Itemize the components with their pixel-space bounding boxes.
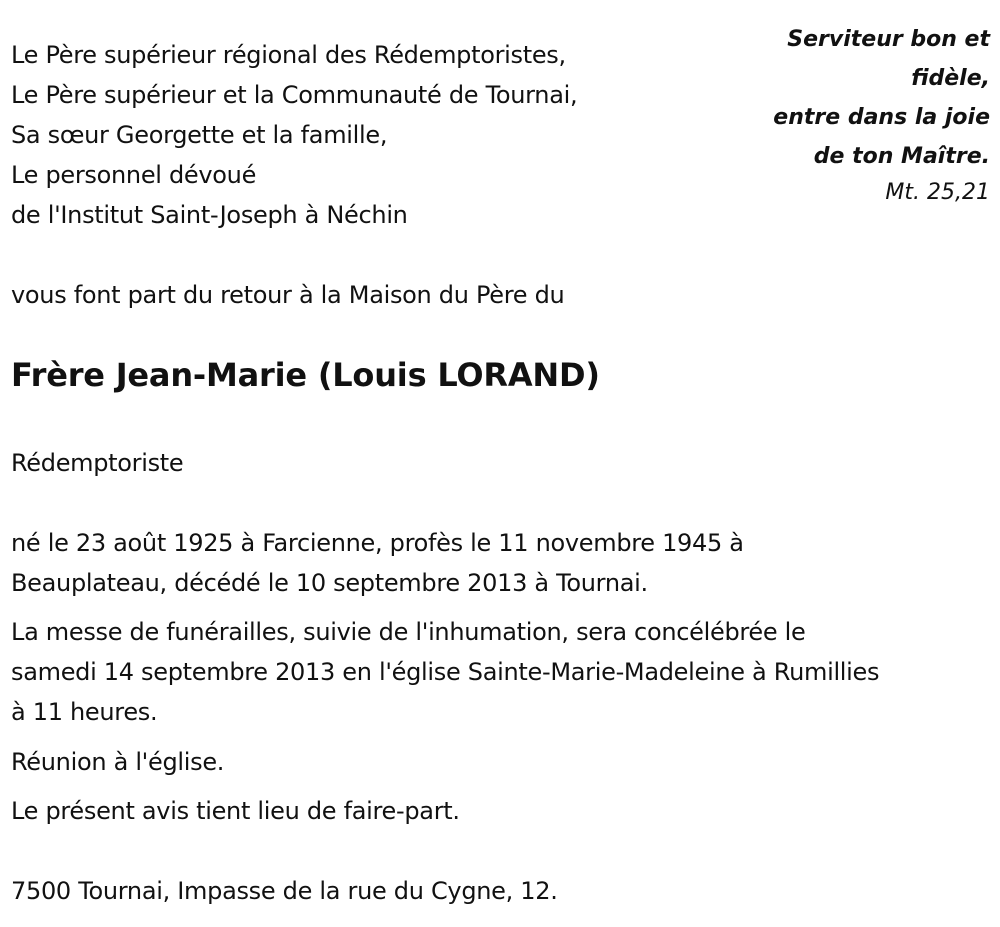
quote-line: de ton Maître. <box>813 144 990 169</box>
funeral-line: à 11 heures. <box>11 698 158 726</box>
sender-line: de l'Institut Saint-Joseph à Néchin <box>11 201 408 229</box>
quote-line: Serviteur bon et <box>787 27 990 52</box>
announcement-text: vous font part du retour à la Maison du Père du <box>11 281 565 309</box>
role-text: Rédemptoriste <box>11 449 184 477</box>
quote-line: fidèle, <box>911 66 990 91</box>
address-text: 7500 Tournai, Impasse de la rue du Cygne, 12. <box>11 877 558 905</box>
biography-line: Beauplateau, décédé le 10 septembre 2013 à Tournai. <box>11 569 648 597</box>
scripture-quote <box>730 20 990 210</box>
quote-line: entre dans la joie <box>773 105 990 130</box>
biography-line: né le 23 août 1925 à Farcienne, profès le 11 novembre 1945 à <box>11 529 744 557</box>
sender-line: Le Père supérieur et la Communauté de Tournai, <box>11 81 578 109</box>
sender-line: Sa sœur Georgette et la famille, <box>11 121 388 149</box>
sender-line: Le Père supérieur régional des Rédemptoristes, <box>11 41 566 69</box>
funeral-line: La messe de funérailles, suivie de l'inhumation, sera concélébrée le <box>11 618 806 646</box>
notice-text: Le présent avis tient lieu de faire-part. <box>11 797 460 825</box>
meeting-text: Réunion à l'église. <box>11 748 225 776</box>
funeral-line: samedi 14 septembre 2013 en l'église Sainte-Marie-Madeleine à Rumillies <box>11 658 880 686</box>
deceased-name: Frère Jean-Marie (Louis LORAND) <box>11 356 600 394</box>
sender-line: Le personnel dévoué <box>11 161 257 189</box>
quote-reference: Mt. 25,21 <box>885 180 990 205</box>
